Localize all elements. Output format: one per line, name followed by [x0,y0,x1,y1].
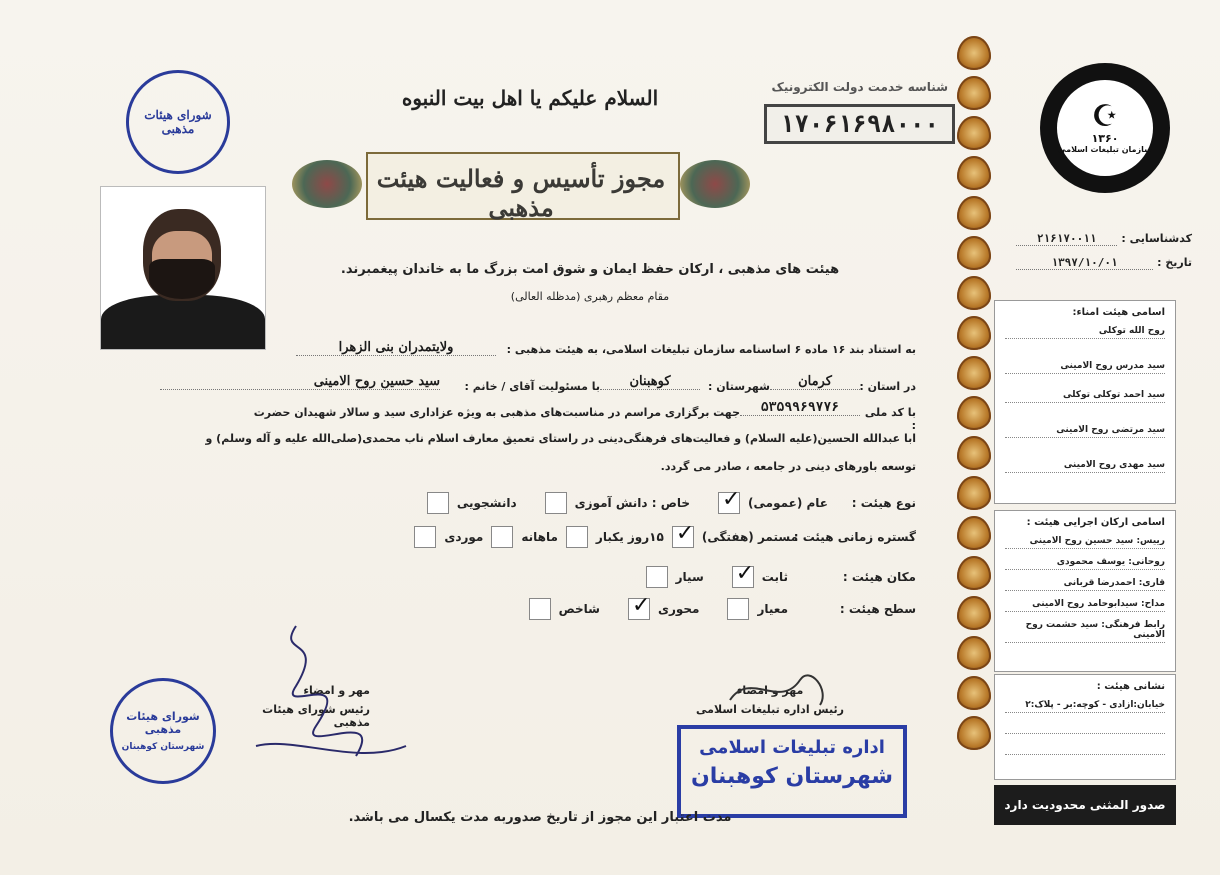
holder-photo [100,186,266,350]
exec-item: رییس: سید حسین روح الامینی [1005,536,1165,549]
time-weekly-checkbox[interactable]: ✓ [672,526,694,548]
type-school-checkbox[interactable] [545,492,567,514]
level-core-checkbox[interactable]: ✓ [628,598,650,620]
org-logo [1040,63,1170,193]
egov-label: شناسه خدمت دولت الکترونیک [771,80,948,94]
city-value: کوهبنان [600,374,700,390]
place-fixed-checkbox[interactable]: ✓ [732,566,754,588]
time-monthly-checkbox[interactable] [491,526,513,548]
council-seal-bottom: شورای هیئات مذهبی شهرستان کوهبنان [110,678,216,784]
ornament-right-icon [680,160,750,208]
place-mobile-checkbox[interactable] [646,566,668,588]
duplicate-note: صدور المثنی محدودیت دارد [994,785,1176,825]
trustee-item: سید مرتضی روح الامینی [1005,425,1165,438]
code-value: ۲۱۶۱۷۰۰۱۱ [1016,232,1117,246]
salutation: السلام علیکم یا اهل بیت النبوه [401,86,659,110]
type-public-checkbox[interactable]: ✓ [718,492,740,514]
quote-author: مقام معظم رهبری (مدظله العالی) [510,290,670,303]
ornamental-chain [952,30,996,840]
para-1: جهت برگزاری مراسم در مناسبت‌های مذهبی به ویژه عزاداری سید و سالار شهیدان حضرت [253,406,740,419]
office-stamp: اداره تبلیغات اسلامی شهرستان کوهبنان [677,725,907,818]
time-occasional-checkbox[interactable] [414,526,436,548]
address-value: خیابان:ازادی - کوچه:بر - پلاک:۲ [1005,700,1165,713]
para-2: ابا عبدالله الحسین(علیه السلام) و فعالیت‌های فرهنگی‌دینی در راستای تعمیق معارف اسلام ناب محمدی(صلی‌الله علیه و آله وسلم) و [205,432,916,445]
province-value: کرمان [770,374,860,390]
nid-label: با کد ملی : [864,406,916,432]
right-signature-icon [720,660,840,720]
trustees-box: اسامی هیئت امناء: روح الله توکلی سید مدرس روح الامینی سید احمد توکلی توکلی سید مرتضی روح الامینی سید مهدی روح الامینی [994,300,1176,504]
type-university-checkbox[interactable] [427,492,449,514]
logo-emblem-icon: ☪ ۱۳۶۰ سازمان تبلیغات اسلامی [1057,80,1153,176]
page-title: مجوز تأسیس و فعالیت هیئت مذهبی [376,164,666,222]
responsible-value: سید حسین روح الامینی [160,374,440,390]
responsible-label: با مسئولیت آقای / خانم : [464,380,600,393]
place-row: مکان هیئت : ثابت ✓ سیار [646,566,916,588]
address-box: نشانی هیئت : خیابان:ازادی - کوچه:بر - پلاک:۲ [994,674,1176,780]
validity-note: مدت اعتبار این مجوز از تاریخ صدوربه مدت یکسال می باشد. [348,810,732,825]
hayat-name: ولایتمدران بنی الزهرا [296,340,496,356]
level-row: سطح هیئت : معیار محوری ✓ شاخص [529,598,916,620]
body-line-1: به استناد بند ۱۶ ماده ۶ اساسنامه سازمان تبلیغات اسلامی، به هیئت مذهبی : [506,343,916,356]
province-label: در استان : [859,380,916,393]
city-label: شهرستان : [708,380,770,393]
nid-value: ۵۳۵۹۹۶۹۷۷۶ [740,400,860,416]
exec-item: قاری: احمدرضا قربانی [1005,578,1165,591]
trustee-item: سید مهدی روح الامینی [1005,460,1165,473]
exec-item: مداح: سیدابوحامد روح الامینی [1005,599,1165,612]
right-sign-title: مهر و امضاء رئیس اداره تبلیغات اسلامی [696,684,844,716]
date-value: ۱۳۹۷/۱۰/۰۱ [1016,256,1153,270]
meta-block: کدشناسایی : ۲۱۶۱۷۰۰۱۱ تاریخ : ۱۳۹۷/۱۰/۰۱ [1016,232,1192,276]
exec-item: رابط فرهنگی: سید حشمت روح الامینی [1005,620,1165,643]
ornament-left-icon [292,160,362,208]
executive-box: اسامی ارکان اجرایی هیئت : رییس: سید حسین روح الامینی روحانی: یوسف محمودی قاری: احمدرضا قربانی مداح: سیدابوحامد روح الامینی رابط فرهنگی: سید حشمت روح الامینی [994,510,1176,672]
para-3: توسعه باورهای دینی در جامعه ، صادر می گردد. [660,460,916,473]
level-prominent-checkbox[interactable] [529,598,551,620]
time-biweekly-checkbox[interactable] [566,526,588,548]
exec-item: روحانی: یوسف محمودی [1005,557,1165,570]
level-standard-checkbox[interactable] [727,598,749,620]
trustee-item: سید احمد توکلی توکلی [1005,390,1165,403]
council-seal-top: شورای هیئات مذهبی [126,70,230,174]
egov-number: ۱۷۰۶۱۶۹۸۰۰۰ [764,104,955,144]
left-sign-title: مهر و امضاء رئیس شورای هیئات مذهبی [262,684,370,729]
type-row: نوع هیئت : عام (عمومی) ✓ خاص : دانش آموزی دانشجویی [427,492,916,514]
title-banner [292,150,750,220]
trustee-item: روح الله توکلی [1005,326,1165,339]
time-row: گستره زمانی هیئت : مستمر (هفتگی) ✓ ۱۵روز یکبار ماهانه موردی [414,526,916,548]
quote-text: هیئت های مذهبی ، ارکان حفظ ایمان و شوق امت بزرگ ما به خاندان پیغمبرند. [340,262,840,277]
trustee-item: سید مدرس روح الامینی [1005,361,1165,374]
left-signature-icon [236,596,436,786]
